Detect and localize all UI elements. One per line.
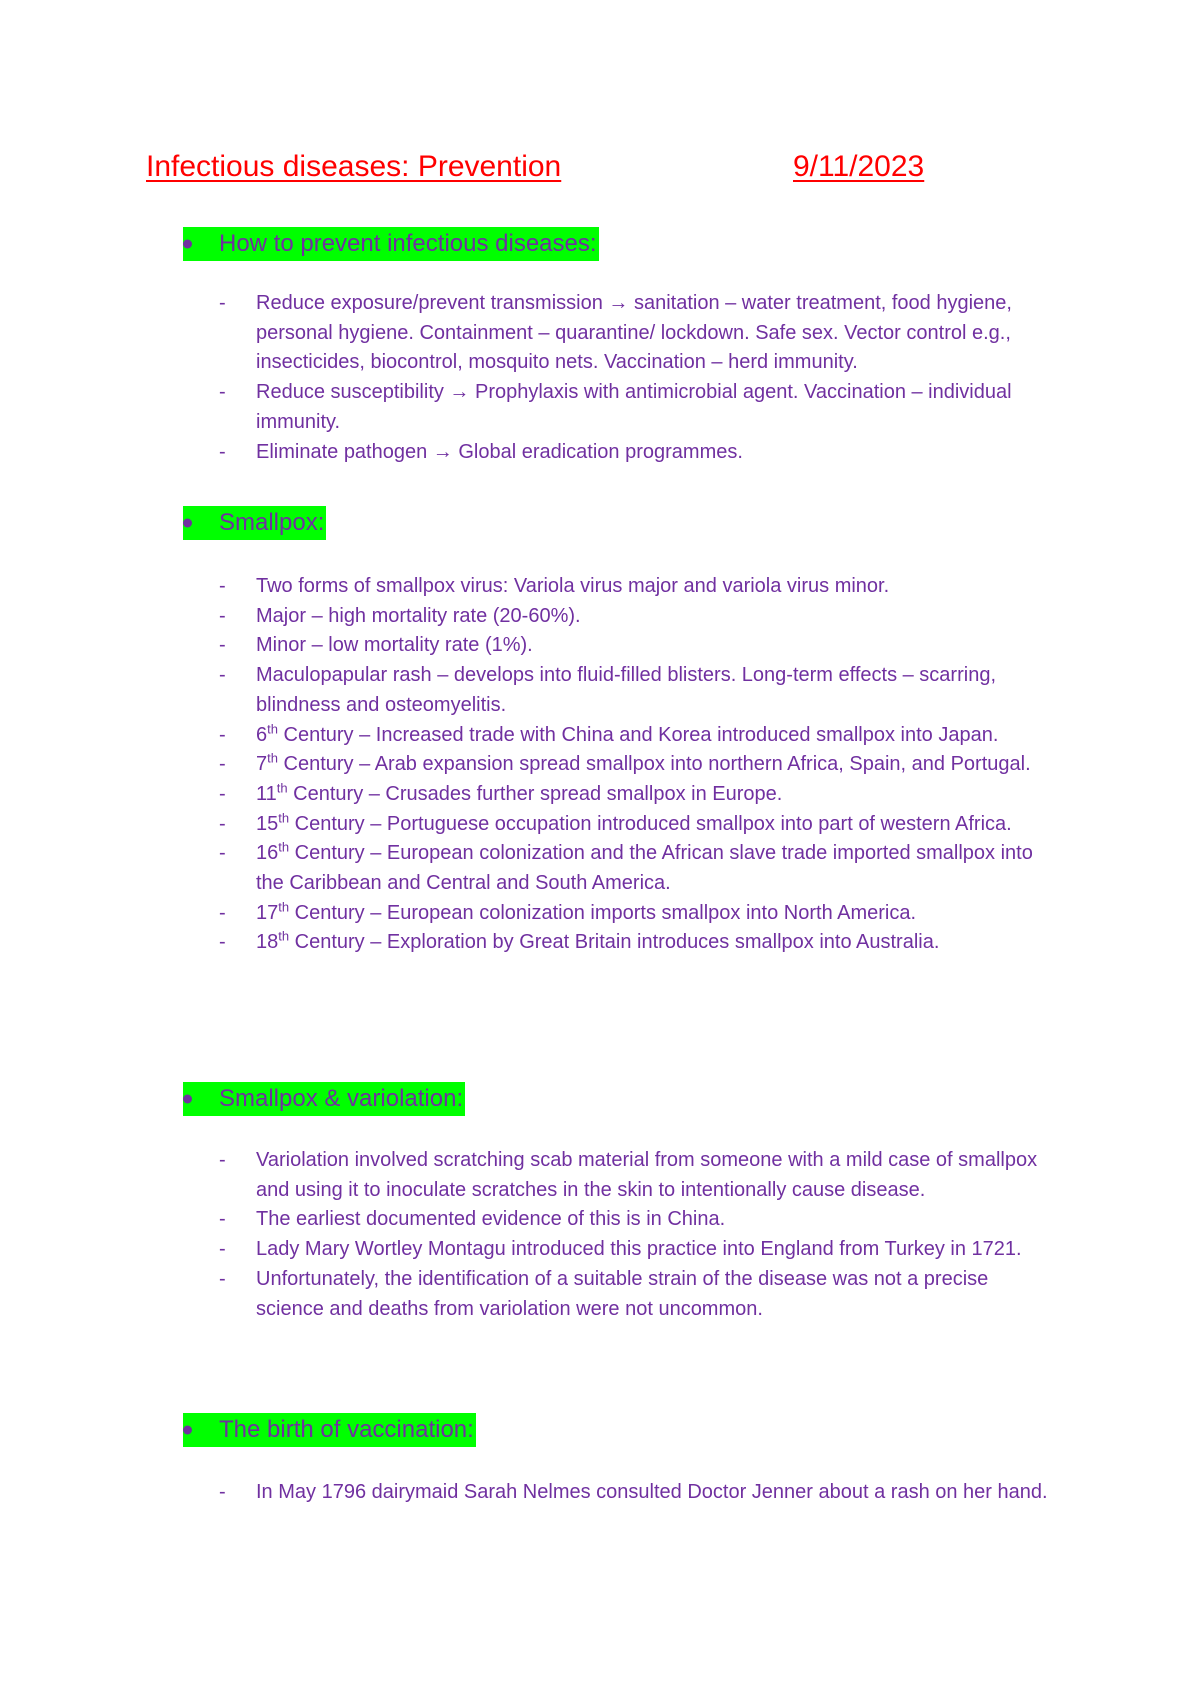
list-item-text: Two forms of smallpox virus: Variola virus major and variola virus minor. xyxy=(256,575,890,597)
ordinal-suffix: th xyxy=(278,928,290,944)
list-item xyxy=(0,899,1056,929)
list-item-text: Century – Crusades further spread smallpox in Europe. xyxy=(287,782,783,805)
list-item xyxy=(0,810,1056,840)
dash-marker: - xyxy=(219,753,226,776)
list-item-text: Century – Exploration by Great Britain introduces smallpox into Australia. xyxy=(289,931,940,954)
century-number: 15 xyxy=(256,812,279,835)
dash-marker: - xyxy=(219,381,226,404)
list-item-text: Century – Increased trade with China and Korea introduced smallpox into Japan. xyxy=(277,723,999,746)
section-list xyxy=(0,1478,1056,1508)
list-item-text: Major – high mortality rate (20-60%). xyxy=(256,604,581,627)
dash-marker: - xyxy=(219,440,226,463)
ordinal-suffix: th xyxy=(276,780,288,796)
section-heading-text: The birth of vaccination: xyxy=(183,1413,476,1447)
list-item xyxy=(0,661,1056,720)
list-item xyxy=(0,631,1056,661)
list-item-text: Eliminate pathogen → Global eradication programmes. xyxy=(256,440,743,463)
list-item-text: Lady Mary Wortley Montagu introduced this practice into England from Turkey in 1721. xyxy=(256,1238,1022,1261)
list-item-text: Century – Portuguese occupation introduced smallpox into part of western Africa. xyxy=(289,812,1012,835)
ordinal-suffix: th xyxy=(278,839,290,855)
list-item xyxy=(0,1265,1056,1324)
bullet-icon xyxy=(183,1426,192,1435)
dash-marker: - xyxy=(219,931,226,954)
list-item-text: Variolation involved scratching scab material from someone with a mild case of smallpox and using it to inoculate scratches in the skin to intentionally cause disease. xyxy=(256,1149,1038,1201)
list-item xyxy=(0,928,1056,958)
bullet-icon xyxy=(183,240,192,249)
list-item-text: Maculopapular rash – develops into fluid-filled blisters. Long-term effects – scarring, blindness and osteomyelitis. xyxy=(256,664,996,716)
list-item xyxy=(0,1478,1056,1508)
dash-marker: - xyxy=(219,1267,226,1290)
list-item xyxy=(0,378,1056,437)
title-row xyxy=(146,150,1046,194)
dash-marker: - xyxy=(219,782,226,805)
list-item xyxy=(0,1235,1056,1265)
section-list xyxy=(0,572,1056,958)
ordinal-suffix: th xyxy=(278,809,290,825)
page-title: Infectious diseases: Prevention xyxy=(146,150,562,183)
century-number: 6 xyxy=(256,723,268,746)
list-item-text: Century – European colonization imports smallpox into North America. xyxy=(289,901,917,924)
list-item xyxy=(0,1205,1056,1235)
list-item-text: Century – European colonization and the African slave trade imported smallpox into the Caribbean and Central and South America. xyxy=(256,842,1033,895)
section-heading xyxy=(183,226,599,262)
dash-marker: - xyxy=(219,1149,226,1171)
ordinal-suffix: th xyxy=(267,720,278,736)
section-heading-text: Smallpox: xyxy=(183,506,326,540)
bullet-icon xyxy=(183,1095,192,1104)
section-heading xyxy=(183,1081,465,1117)
list-item xyxy=(0,602,1056,632)
century-number: 11 xyxy=(256,782,277,805)
dash-marker: - xyxy=(219,723,226,746)
list-item-text: Reduce exposure/prevent transmission → sanitation – water treatment, food hygiene, personal hygiene. Containment – quarantine/ lockdown. Safe sex. Vector control e.g., insecticides, biocontrol, mosquito nets. Vaccination – herd immunity. xyxy=(256,292,1012,374)
dash-marker: - xyxy=(219,842,226,865)
ordinal-suffix: th xyxy=(267,750,278,766)
list-item xyxy=(0,289,1056,378)
bullet-icon xyxy=(183,519,192,528)
section-list xyxy=(0,289,1056,467)
list-item xyxy=(0,1146,1056,1205)
section-heading-text: How to prevent infectious diseases: xyxy=(183,227,599,261)
dash-marker: - xyxy=(219,292,226,314)
dash-marker: - xyxy=(219,1238,226,1261)
list-item xyxy=(0,839,1056,898)
list-item-text: In May 1796 dairymaid Sarah Nelmes consulted Doctor Jenner about a rash on her hand. xyxy=(256,1481,1048,1503)
section-heading-text: Smallpox & variolation: xyxy=(183,1082,465,1116)
century-number: 7 xyxy=(256,753,268,776)
dash-marker: - xyxy=(219,575,226,597)
section-heading xyxy=(183,505,326,541)
section-heading xyxy=(183,1412,476,1448)
dash-marker: - xyxy=(219,1208,226,1231)
section-list xyxy=(0,1146,1056,1324)
century-number: 18 xyxy=(256,931,279,954)
century-number: 17 xyxy=(256,901,279,924)
dash-marker: - xyxy=(219,812,226,835)
list-item xyxy=(0,780,1056,810)
list-item-text: Reduce susceptibility → Prophylaxis with antimicrobial agent. Vaccination – individual immunity. xyxy=(256,381,1012,433)
century-number: 16 xyxy=(256,842,279,865)
list-item-text: Century – Arab expansion spread smallpox into northern Africa, Spain, and Portugal. xyxy=(277,753,1031,776)
dash-marker: - xyxy=(219,1481,226,1503)
list-item xyxy=(0,572,1056,602)
list-item xyxy=(0,750,1056,780)
dash-marker: - xyxy=(219,604,226,627)
dash-marker: - xyxy=(219,634,226,657)
ordinal-suffix: th xyxy=(278,899,290,915)
list-item-text: Unfortunately, the identification of a suitable strain of the disease was not a precise science and deaths from variolation were not uncommon. xyxy=(256,1267,989,1320)
list-item xyxy=(0,438,1056,468)
list-item-text: Minor – low mortality rate (1%). xyxy=(256,634,533,657)
dash-marker: - xyxy=(219,901,226,924)
page-date: 9/11/2023 xyxy=(793,150,925,183)
list-item-text: The earliest documented evidence of this is in China. xyxy=(256,1208,726,1231)
dash-marker: - xyxy=(219,664,226,687)
list-item xyxy=(0,721,1056,751)
